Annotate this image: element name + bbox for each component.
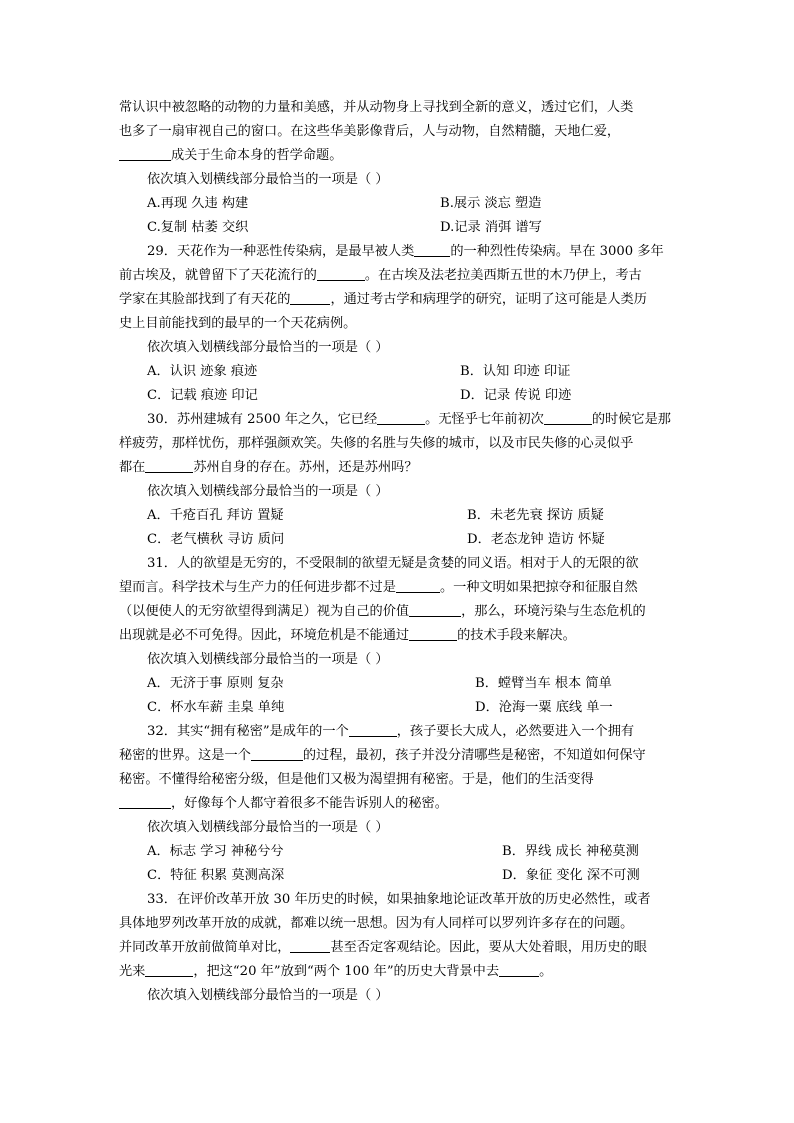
blank [119,793,171,809]
prompt-32: 依次填入划横线部分最恰当的一项是（ ） [147,820,389,835]
q33-line-2: 具体地罗列改革开放的成就，都难以统一思想。因为有人同样可以罗列许多存在的问题。 [119,916,634,931]
option-30-a: A．千疮百孔 拜访 置疑 [147,508,284,523]
blank [544,409,592,425]
intro-line-3: 成关于生命本身的哲学命题。 [119,144,679,168]
blank [414,241,450,257]
option-32-b: B．界线 成长 神秘莫测 [502,844,639,859]
blank [409,625,457,641]
option-31-b: B．螳臂当车 根本 简单 [475,676,612,691]
option-29-d: D．记录 传说 印迹 [460,388,572,403]
options-row-30-2 [119,528,679,552]
option-28-d: D.记录 消弭 谱写 [440,220,542,235]
blank [251,745,303,761]
option-31-a: A．无济于事 原则 复杂 [147,676,284,691]
q32-line-4: ，好像每个人都守着很多不能告诉别人的秘密。 [119,792,679,816]
options-row-32-2 [119,864,679,888]
q29-line-1: 29．天花作为一种恶性传染病，是最早被人类 的一种烈性传染病。早在 3000 多年 [119,240,679,264]
option-28-c: C.复制 枯萎 交织 [147,220,249,235]
q31-line-1: 31．人的欲望是无穷的，不受限制的欲望无疑是贪婪的同义语。相对于人的无限的欲 [147,556,639,571]
options-row-30-1 [119,504,679,528]
options-row-29-2 [119,384,679,408]
q33-line-1: 33．在评价改革开放 30 年历史的时候，如果抽象地论证改革开放的历史必然性，或者 [147,892,651,907]
blank [290,289,330,305]
prompt-31: 依次填入划横线部分最恰当的一项是（ ） [147,652,389,667]
question-content [119,96,679,1008]
options-row-28-2 [119,216,679,240]
blank [409,601,461,617]
option-30-b: B．未老先衰 探访 质疑 [467,508,604,523]
blank [377,409,425,425]
options-row-28-1 [119,192,679,216]
q31-line-2: 望而言。科学技术与生产力的任何进步都不过是 。一种文明如果把掠夺和征服自然 [119,576,679,600]
option-28-a: A.再现 久违 构建 [147,196,249,211]
options-row-32-1 [119,840,679,864]
q29-line-2: 前古埃及，就曾留下了天花流行的 。在古埃及法老拉美西斯五世的木乃伊上，考古 [119,264,679,288]
q29-line-3: 学家在其脸部找到了有天花的 ，通过考古学和病理学的研究，证明了这可能是人类历 [119,288,679,312]
intro-line-2: 也多了一扇审视自己的窗口。在这些华美影像背后，人与动物，自然精髓，天地仁爱， [119,124,621,139]
option-29-a: A．认识 迹象 痕迹 [147,364,258,379]
options-row-31-1 [119,672,679,696]
q32-line-1: 32．其实“拥有秘密”是成年的一个 ，孩子要长大成人，必然要进入一个拥有 [119,720,679,744]
blank [145,457,193,473]
q33-line-3: 并同改革开放前做简单对比， 甚至否定客观结论。因此，要从大处着眼，用历史的眼 [119,936,679,960]
option-32-a: A．标志 学习 神秘兮兮 [147,844,284,859]
intro-line-1: 常认识中被忽略的动物的力量和美感，并从动物身上寻找到全新的意义，透过它们，人类 [119,100,634,115]
prompt-33: 依次填入划横线部分最恰当的一项是（ ） [147,988,389,1003]
blank [499,961,539,977]
q31-line-4: 出现就是必不可免得。因此，环境危机是不能通过 的技术手段来解决。 [119,624,679,648]
prompt-30: 依次填入划横线部分最恰当的一项是（ ） [147,484,389,499]
options-row-31-2 [119,696,679,720]
option-31-c: C．杯水车薪 圭臬 单纯 [147,700,285,715]
q30-line-3: 都在 苏州自身的存在。苏州，还是苏州吗？ [119,456,679,480]
q30-line-2: 样疲劳，那样忧伤，那样强颜欢笑。失修的名胜与失修的城市，以及市民失修的心灵似乎 [119,436,634,451]
option-31-d: D．沧海一粟 底线 单一 [475,700,613,715]
blank [119,145,171,161]
options-row-29-1 [119,360,679,384]
q33-line-4: 光来 ，把这“20 年”放到“两个 100 年”的历史大背景中去 。 [119,960,679,984]
q30-line-1: 30．苏州建城有 2500 年之久，它已经 。无怪乎七年前初次 的时候它是那 [119,408,679,432]
blank [317,265,365,281]
option-30-d: D．老态龙钟 造访 怀疑 [467,532,605,547]
option-29-c: C．记载 痕迹 印记 [147,388,258,403]
prompt-29: 依次填入划横线部分最恰当的一项是（ ） [147,340,389,355]
blank [396,577,440,593]
blank [145,961,193,977]
prompt-28: 依次填入划横线部分最恰当的一项是（ ） [147,172,389,187]
option-28-b: B.展示 淡忘 塑造 [440,196,542,211]
q32-line-2: 秘密的世界。这是一个 的过程，最初，孩子并没分清哪些是秘密，不知道如何保守 [119,744,679,768]
option-29-b: B．认知 印迹 印证 [460,364,571,379]
blank [290,937,330,953]
q29-line-4: 史上目前能找到的最早的一个天花病例。 [119,316,357,331]
q32-line-3: 秘密。不懂得给秘密分级，但是他们又极为渴望拥有秘密。于是，他们的生活变得 [119,772,594,787]
blank [349,721,397,737]
option-32-d: D．象征 变化 深不可测 [502,868,640,883]
option-32-c: C．特征 积累 莫测高深 [147,868,285,883]
q31-line-3: （以便使人的无穷欲望得到满足）视为自己的价值 ，那么，环境污染与生态危机的 [119,600,679,624]
option-30-c: C．老气横秋 寻访 质问 [147,532,285,547]
